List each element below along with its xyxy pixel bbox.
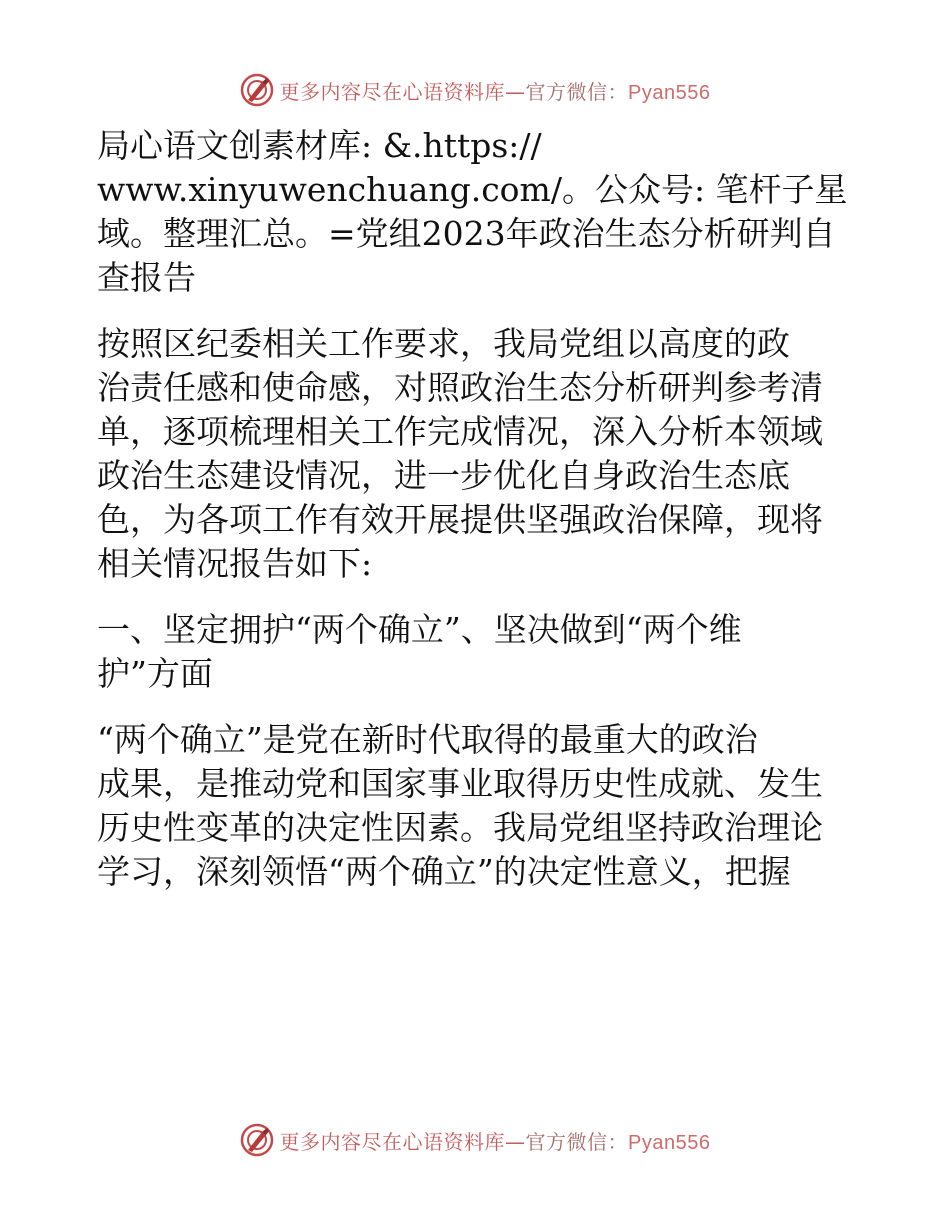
header-block bbox=[97, 124, 857, 300]
header-watermark bbox=[0, 70, 950, 110]
heading-line: 护”方面 bbox=[97, 654, 213, 693]
heading-line: 一、坚定拥护“两个确立”、坚决做到“两个维 bbox=[97, 610, 742, 649]
watermark-wechat-id: Pyan556 bbox=[628, 81, 711, 104]
watermark-label: 官方微信： bbox=[525, 79, 629, 104]
paragraph-two-establishments bbox=[97, 718, 857, 894]
quill-logo-icon bbox=[240, 1123, 274, 1157]
watermark-site: 更多内容尽在心语资料库 bbox=[279, 1129, 506, 1154]
header-line: 局心语文创素材库: &.https:// bbox=[97, 126, 542, 165]
paragraph-line: 学习，深刻领悟“两个确立”的决定性意义，把握 bbox=[97, 852, 791, 891]
watermark-label: 官方微信： bbox=[525, 1129, 629, 1154]
watermark-wechat-id: Pyan556 bbox=[628, 1131, 711, 1154]
document-body bbox=[97, 124, 857, 894]
paragraph-line: 成果，是推动党和国家事业取得历史性成就、发生 bbox=[97, 764, 823, 803]
paragraph-line: 相关情况报告如下: bbox=[97, 544, 373, 583]
paragraph-line: 历史性变革的决定性因素。我局党组坚持政治理论 bbox=[97, 808, 823, 847]
watermark-separator: — bbox=[505, 79, 526, 104]
paragraph-line: 按照区纪委相关工作要求，我局党组以高度的政 bbox=[97, 324, 790, 363]
paragraph-line: 政治生态建设情况，进一步优化自身政治生态底 bbox=[97, 456, 790, 495]
header-line: 查报告 bbox=[97, 258, 196, 297]
section-heading-1 bbox=[97, 608, 857, 696]
paragraph-line: 色，为各项工作有效开展提供坚强政治保障，现将 bbox=[97, 500, 823, 539]
watermark-separator: — bbox=[505, 1129, 526, 1154]
watermark-site: 更多内容尽在心语资料库 bbox=[279, 79, 506, 104]
quill-logo-icon bbox=[240, 73, 274, 107]
footer-watermark bbox=[0, 1120, 950, 1160]
watermark-text bbox=[280, 1126, 711, 1155]
paragraph-line: 单，逐项梳理相关工作完成情况，深入分析本领域 bbox=[97, 412, 823, 451]
header-line: www.xinyuwenchuang.com/。公众号: 笔杆子星 bbox=[97, 170, 848, 209]
watermark-text bbox=[280, 76, 711, 105]
paragraph-line: “两个确立”是党在新时代取得的最重大的政治 bbox=[97, 720, 758, 759]
header-line: 域。整理汇总。=党组2023年政治生态分析研判自 bbox=[97, 214, 836, 253]
paragraph-intro bbox=[97, 322, 857, 586]
paragraph-line: 治责任感和使命感，对照政治生态分析研判参考清 bbox=[97, 368, 823, 407]
